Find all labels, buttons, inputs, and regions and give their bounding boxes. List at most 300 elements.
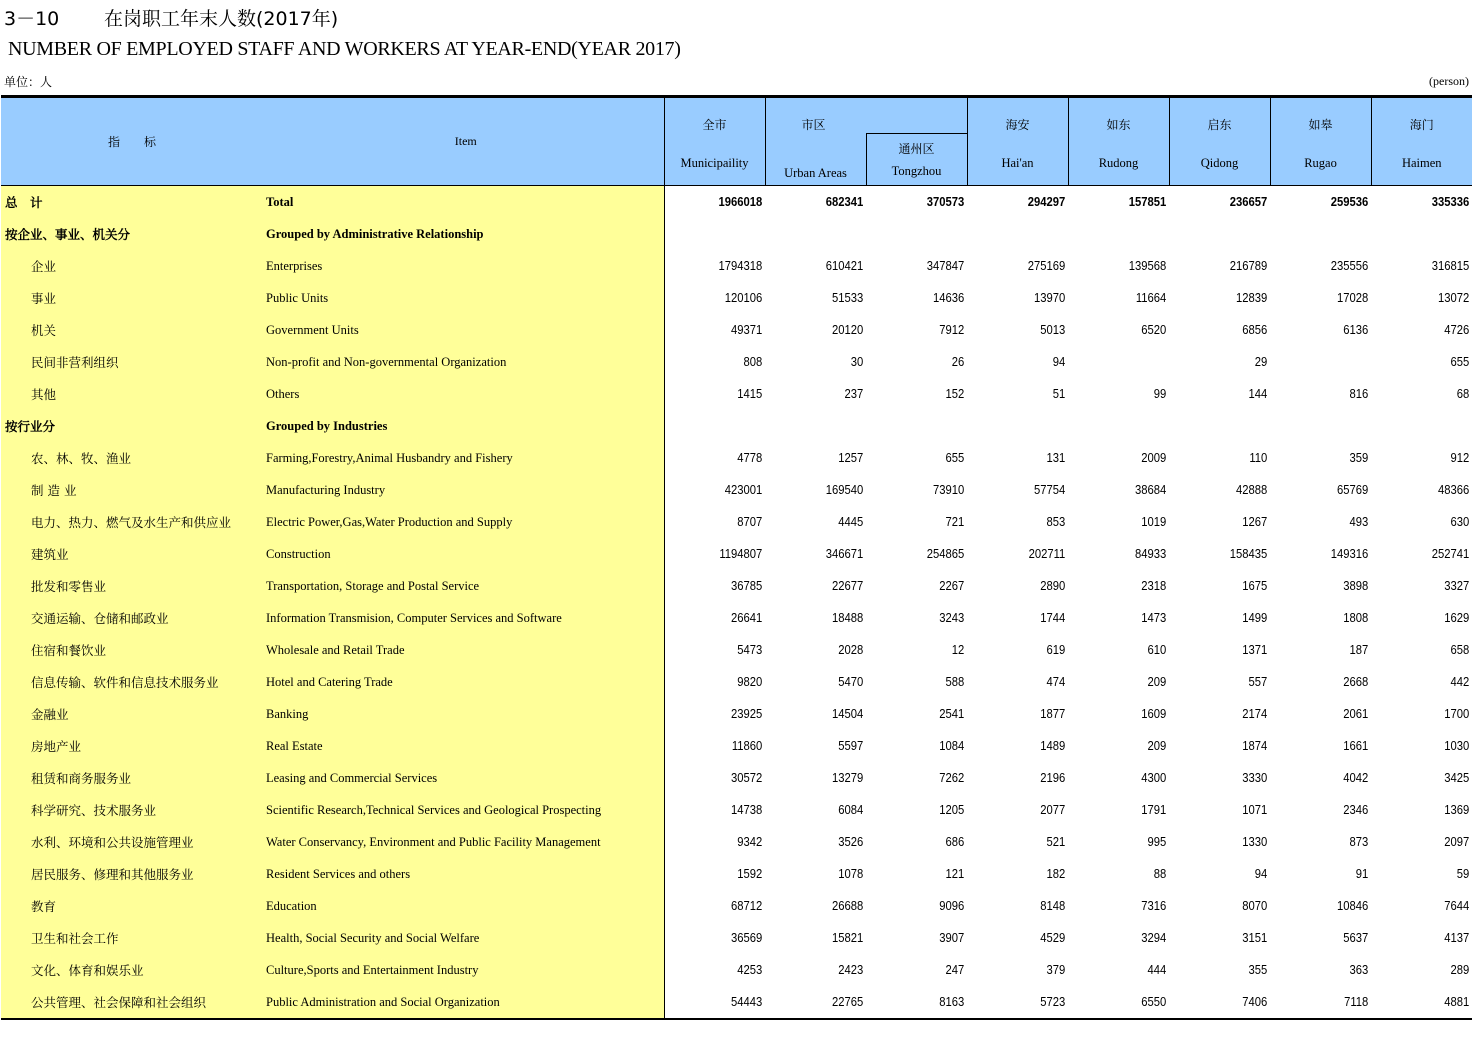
table-row — [1, 378, 1472, 410]
cell-value: 4529 — [1040, 931, 1066, 945]
cell-value: 149316 — [1330, 547, 1369, 561]
cell-value: 2318 — [1141, 579, 1167, 593]
cell-value: 259536 — [1330, 195, 1369, 209]
cell-value: 4726 — [1444, 323, 1470, 337]
row-label-cn: 教育 — [1, 890, 266, 922]
row-label-cn: 卫生和社会工作 — [1, 922, 266, 954]
cell-value: 2668 — [1343, 675, 1369, 689]
cell-value: 370573 — [926, 195, 965, 209]
cell-value: 1966018 — [718, 195, 763, 209]
row-label-en: Enterprises — [266, 250, 664, 282]
cell-value: 4300 — [1141, 771, 1167, 785]
cell-value: 110 — [1249, 451, 1268, 465]
cell-value: 3330 — [1242, 771, 1268, 785]
row-label-en: Grouped by Administrative Relationship — [266, 218, 664, 250]
cell-value — [977, 218, 1068, 250]
table-row — [1, 506, 1472, 538]
cell-value: 88 — [1153, 867, 1167, 881]
cell-value: 14504 — [832, 707, 864, 721]
cell-value: 99 — [1153, 387, 1167, 401]
cell-value: 682341 — [825, 195, 864, 209]
header-col-municipality: 全市 Municipaility — [664, 97, 765, 186]
row-label-cn: 住宿和餐饮业 — [1, 634, 266, 666]
cell-value: 588 — [945, 675, 965, 689]
cell-value: 26688 — [832, 899, 864, 913]
cell-value: 51533 — [832, 291, 864, 305]
cell-value: 18488 — [832, 611, 864, 625]
table-row — [1, 474, 1472, 506]
cell-value: 152 — [945, 387, 965, 401]
cell-value: 13279 — [832, 771, 864, 785]
cell-value: 17028 — [1337, 291, 1369, 305]
cell-value: 1808 — [1343, 611, 1369, 625]
table-row — [1, 698, 1472, 730]
row-label-cn: 按企业、事业、机关分 — [1, 218, 266, 250]
cell-value: 254865 — [926, 547, 965, 561]
cell-value: 2077 — [1040, 803, 1066, 817]
cell-value: 36785 — [731, 579, 763, 593]
cell-value: 247 — [945, 963, 965, 977]
cell-value — [775, 410, 866, 442]
cell-value: 68712 — [731, 899, 763, 913]
cell-value: 144 — [1248, 387, 1268, 401]
cell-value: 4778 — [737, 451, 763, 465]
cell-value: 1415 — [737, 387, 763, 401]
cell-value: 655 — [945, 451, 965, 465]
cell-value: 59 — [1456, 867, 1470, 881]
row-label-cn: 科学研究、技术服务业 — [1, 794, 266, 826]
cell-value: 4253 — [737, 963, 763, 977]
row-label-en: Information Transmision, Computer Services and Software — [266, 602, 664, 634]
cell-value: 7912 — [939, 323, 965, 337]
cell-value: 1877 — [1040, 707, 1066, 721]
statistics-table — [1, 95, 1472, 1020]
cell-value: 6520 — [1141, 323, 1167, 337]
cell-value: 1794318 — [718, 259, 763, 273]
header-indicator: 指 标 — [1, 97, 266, 186]
row-label-cn: 居民服务、修理和其他服务业 — [1, 858, 266, 890]
cell-value: 12839 — [1236, 291, 1268, 305]
row-label-en: Banking — [266, 698, 664, 730]
cell-value — [1280, 218, 1371, 250]
header-col-rugao: 如皋 Rugao — [1270, 97, 1371, 186]
table-row — [1, 250, 1472, 282]
cell-value: 1489 — [1040, 739, 1066, 753]
cell-value: 2423 — [838, 963, 864, 977]
cell-value: 73910 — [933, 483, 965, 497]
header-col-urban-areas-cn: 市区 — [765, 97, 967, 134]
cell-value: 1874 — [1242, 739, 1268, 753]
cell-value: 139568 — [1128, 259, 1167, 273]
cell-value: 1194807 — [719, 547, 763, 561]
row-label-en: Non-profit and Non-governmental Organization — [266, 346, 664, 378]
row-label-cn: 金融业 — [1, 698, 266, 730]
cell-value: 209 — [1147, 739, 1167, 753]
cell-value: 4881 — [1381, 986, 1472, 1019]
cell-value: 7316 — [1141, 899, 1167, 913]
table-row — [1, 922, 1472, 954]
cell-value: 2541 — [939, 707, 965, 721]
cell-value: 11664 — [1135, 291, 1167, 305]
row-label-en: Resident Services and others — [266, 858, 664, 890]
cell-value: 8707 — [737, 515, 763, 529]
table-number: 3－10 — [4, 8, 60, 30]
cell-value: 1071 — [1242, 803, 1268, 817]
cell-value: 1473 — [1141, 611, 1167, 625]
cell-value: 235556 — [1330, 259, 1369, 273]
cell-value: 655 — [1450, 355, 1470, 369]
table-row — [1, 634, 1472, 666]
row-label-en: Total — [266, 186, 664, 218]
cell-value: 2196 — [1040, 771, 1066, 785]
table-row — [1, 538, 1472, 570]
table-row — [1, 826, 1472, 858]
cell-value: 169540 — [825, 483, 864, 497]
row-label-en: Farming,Forestry,Animal Husbandry and Fishery — [266, 442, 664, 474]
cell-value: 22765 — [775, 986, 866, 1019]
row-label-en: Others — [266, 378, 664, 410]
row-label-en: Leasing and Commercial Services — [266, 762, 664, 794]
table-row — [1, 346, 1472, 378]
cell-value: 202711 — [1028, 547, 1066, 561]
cell-value: 346671 — [825, 547, 864, 561]
table-row — [1, 762, 1472, 794]
header-col-urban-areas: Urban Areas — [765, 134, 866, 186]
row-label-en: Grouped by Industries — [266, 410, 664, 442]
cell-value: 7262 — [939, 771, 965, 785]
cell-value: 686 — [945, 835, 965, 849]
cell-value: 42888 — [1236, 483, 1268, 497]
row-label-cn: 事业 — [1, 282, 266, 314]
row-label-en: Scientific Research,Technical Services and Geological Prospecting — [266, 794, 664, 826]
row-label-cn: 民间非营利组织 — [1, 346, 266, 378]
cell-value: 29 — [1254, 355, 1268, 369]
cell-value: 3151 — [1242, 931, 1268, 945]
row-label-en: Public Units — [266, 282, 664, 314]
table-title-cn — [4, 4, 338, 31]
cell-value: 294297 — [1027, 195, 1066, 209]
table-row — [1, 186, 1472, 218]
cell-value: 14636 — [933, 291, 965, 305]
cell-value — [977, 410, 1068, 442]
cell-value: 442 — [1450, 675, 1470, 689]
row-label-cn: 公共管理、社会保障和社会组织 — [1, 986, 266, 1019]
cell-value — [1381, 410, 1472, 442]
row-label-cn: 房地产业 — [1, 730, 266, 762]
cell-value: 91 — [1355, 867, 1369, 881]
cell-value: 8070 — [1242, 899, 1268, 913]
cell-value: 8148 — [1040, 899, 1066, 913]
cell-value: 5470 — [838, 675, 864, 689]
table-row — [1, 730, 1472, 762]
cell-value: 26641 — [731, 611, 763, 625]
cell-value: 4137 — [1444, 931, 1470, 945]
cell-value: 1629 — [1444, 611, 1470, 625]
cell-value: 10846 — [1337, 899, 1369, 913]
row-label-cn: 电力、热力、燃气及水生产和供应业 — [1, 506, 266, 538]
cell-value: 38684 — [1135, 483, 1167, 497]
table-title-en: NUMBER OF EMPLOYED STAFF AND WORKERS AT YEAR-END(YEAR 2017) — [8, 38, 681, 60]
cell-value: 2009 — [1141, 451, 1167, 465]
cell-value: 13970 — [1034, 291, 1066, 305]
cell-value: 36569 — [731, 931, 763, 945]
cell-value — [674, 410, 765, 442]
table-title-cn-text: 在岗职工年末人数(2017年) — [104, 8, 339, 30]
row-label-en: Transportation, Storage and Postal Service — [266, 570, 664, 602]
cell-value: 379 — [1046, 963, 1066, 977]
cell-value — [674, 218, 765, 250]
cell-value — [1078, 346, 1169, 378]
cell-value: 808 — [743, 355, 763, 369]
row-label-en: Culture,Sports and Entertainment Industry — [266, 954, 664, 986]
cell-value: 5597 — [838, 739, 864, 753]
cell-value: 363 — [1349, 963, 1369, 977]
header-col-haian: 海安 Hai'an — [967, 97, 1068, 186]
cell-value: 20120 — [832, 323, 864, 337]
cell-value: 11860 — [731, 739, 763, 753]
cell-value: 359 — [1349, 451, 1369, 465]
cell-value: 57754 — [1034, 483, 1066, 497]
cell-value: 2061 — [1343, 707, 1369, 721]
unit-label-en: (person) — [1429, 74, 1469, 88]
cell-value: 30572 — [731, 771, 763, 785]
row-label-cn: 机关 — [1, 314, 266, 346]
table-row — [1, 954, 1472, 986]
cell-value: 9342 — [737, 835, 763, 849]
cell-value: 1791 — [1141, 803, 1167, 817]
cell-value: 658 — [1450, 643, 1470, 657]
header-col-haimen: 海门 Haimen — [1371, 97, 1472, 186]
cell-value: 1592 — [737, 867, 763, 881]
cell-value: 94 — [1052, 355, 1066, 369]
cell-value: 2267 — [939, 579, 965, 593]
row-label-en: Construction — [266, 538, 664, 570]
table-row — [1, 890, 1472, 922]
cell-value: 187 — [1349, 643, 1369, 657]
cell-value: 7118 — [1280, 986, 1371, 1019]
cell-value: 912 — [1450, 451, 1470, 465]
row-label-cn: 批发和零售业 — [1, 570, 266, 602]
cell-value: 5473 — [737, 643, 763, 657]
cell-value: 3898 — [1343, 579, 1369, 593]
cell-value: 84933 — [1135, 547, 1167, 561]
row-label-en: Water Conservancy, Environment and Public Facility Management — [266, 826, 664, 858]
cell-value — [1078, 218, 1169, 250]
cell-value: 557 — [1248, 675, 1268, 689]
unit-label-cn: 单位：人 — [4, 75, 53, 89]
table-row — [1, 986, 1472, 1019]
cell-value: 216789 — [1229, 259, 1268, 273]
cell-value: 6856 — [1242, 323, 1268, 337]
cell-value: 3294 — [1141, 931, 1167, 945]
cell-value: 157851 — [1128, 195, 1167, 209]
cell-value: 3243 — [939, 611, 965, 625]
cell-value: 49371 — [731, 323, 763, 337]
cell-value: 1330 — [1242, 835, 1268, 849]
cell-value: 8163 — [876, 986, 967, 1019]
row-label-en: Hotel and Catering Trade — [266, 666, 664, 698]
cell-value: 474 — [1046, 675, 1066, 689]
cell-value: 610421 — [825, 259, 864, 273]
cell-value: 13072 — [1438, 291, 1470, 305]
row-label-cn: 按行业分 — [1, 410, 266, 442]
cell-value: 347847 — [926, 259, 965, 273]
cell-value: 423001 — [724, 483, 763, 497]
row-label-en: Public Administration and Social Organization — [266, 986, 664, 1019]
cell-value: 873 — [1349, 835, 1369, 849]
cell-value: 6084 — [838, 803, 864, 817]
row-label-en: Government Units — [266, 314, 664, 346]
table-row — [1, 314, 1472, 346]
cell-value: 237 — [844, 387, 864, 401]
cell-value: 1499 — [1242, 611, 1268, 625]
cell-value: 158435 — [1229, 547, 1268, 561]
cell-value: 65769 — [1337, 483, 1369, 497]
row-label-en: Health, Social Security and Social Welfare — [266, 922, 664, 954]
cell-value: 5637 — [1343, 931, 1369, 945]
cell-value — [775, 218, 866, 250]
row-label-cn: 企业 — [1, 250, 266, 282]
cell-value: 1019 — [1141, 515, 1167, 529]
cell-value: 289 — [1450, 963, 1470, 977]
table-row — [1, 794, 1472, 826]
cell-value — [876, 218, 967, 250]
cell-value: 51 — [1052, 387, 1066, 401]
cell-value — [1280, 346, 1371, 378]
cell-value — [1280, 410, 1371, 442]
row-label-en: Manufacturing Industry — [266, 474, 664, 506]
row-label-cn: 交通运输、仓储和邮政业 — [1, 602, 266, 634]
cell-value: 7644 — [1444, 899, 1470, 913]
table-row — [1, 570, 1472, 602]
cell-value: 3425 — [1444, 771, 1470, 785]
cell-value: 2097 — [1444, 835, 1470, 849]
cell-value: 1205 — [939, 803, 965, 817]
cell-value: 12 — [951, 643, 965, 657]
cell-value: 9820 — [737, 675, 763, 689]
cell-value: 131 — [1046, 451, 1066, 465]
cell-value: 121 — [945, 867, 965, 881]
row-label-en: Education — [266, 890, 664, 922]
cell-value: 1675 — [1242, 579, 1268, 593]
cell-value: 1744 — [1040, 611, 1066, 625]
cell-value: 1267 — [1242, 515, 1268, 529]
row-label-en: Real Estate — [266, 730, 664, 762]
table-row — [1, 602, 1472, 634]
cell-value: 316815 — [1431, 259, 1470, 273]
cell-value: 3526 — [838, 835, 864, 849]
cell-value: 5013 — [1040, 323, 1066, 337]
cell-value: 619 — [1046, 643, 1066, 657]
row-label-cn: 租赁和商务服务业 — [1, 762, 266, 794]
header-col-rudong: 如东 Rudong — [1068, 97, 1169, 186]
table-row — [1, 858, 1472, 890]
table-row — [1, 218, 1472, 250]
cell-value: 5723 — [977, 986, 1068, 1019]
cell-value: 3907 — [939, 931, 965, 945]
cell-value: 94 — [1254, 867, 1268, 881]
cell-value: 3327 — [1444, 579, 1470, 593]
cell-value: 1257 — [838, 451, 864, 465]
cell-value: 1369 — [1444, 803, 1470, 817]
row-label-cn: 农、林、牧、渔业 — [1, 442, 266, 474]
cell-value — [1179, 218, 1270, 250]
cell-value: 54443 — [674, 986, 765, 1019]
row-label-cn: 水利、环境和公共设施管理业 — [1, 826, 266, 858]
cell-value: 355 — [1248, 963, 1268, 977]
cell-value: 2028 — [838, 643, 864, 657]
table-row — [1, 410, 1472, 442]
cell-value: 1078 — [838, 867, 864, 881]
cell-value: 7406 — [1179, 986, 1270, 1019]
row-label-en: Wholesale and Retail Trade — [266, 634, 664, 666]
cell-value: 995 — [1147, 835, 1167, 849]
cell-value: 2890 — [1040, 579, 1066, 593]
header-col-qidong: 启东 Qidong — [1169, 97, 1270, 186]
cell-value — [1078, 410, 1169, 442]
cell-value: 1609 — [1141, 707, 1167, 721]
cell-value — [876, 410, 967, 442]
cell-value: 252741 — [1431, 547, 1470, 561]
cell-value: 68 — [1456, 387, 1470, 401]
header-col-tongzhou: 通州区 Tongzhou — [866, 134, 967, 186]
cell-value — [1179, 410, 1270, 442]
row-label-cn: 制 造 业 — [1, 474, 266, 506]
cell-value: 335336 — [1431, 195, 1470, 209]
row-label-en: Electric Power,Gas,Water Production and Supply — [266, 506, 664, 538]
cell-value: 721 — [945, 515, 965, 529]
cell-value: 853 — [1046, 515, 1066, 529]
cell-value: 6136 — [1343, 323, 1369, 337]
cell-value: 30 — [850, 355, 864, 369]
cell-value: 1661 — [1343, 739, 1369, 753]
cell-value: 236657 — [1229, 195, 1268, 209]
cell-value: 2346 — [1343, 803, 1369, 817]
cell-value: 2174 — [1242, 707, 1268, 721]
row-label-cn: 建筑业 — [1, 538, 266, 570]
cell-value: 14738 — [731, 803, 763, 817]
row-label-cn: 总 计 — [1, 186, 266, 218]
cell-value: 120106 — [724, 291, 763, 305]
cell-value: 209 — [1147, 675, 1167, 689]
cell-value: 4042 — [1343, 771, 1369, 785]
cell-value: 26 — [951, 355, 965, 369]
cell-value — [1381, 218, 1472, 250]
cell-value: 15821 — [832, 931, 864, 945]
cell-value: 1371 — [1242, 643, 1268, 657]
cell-value: 610 — [1147, 643, 1167, 657]
table-row — [1, 442, 1472, 474]
cell-value: 1030 — [1444, 739, 1470, 753]
cell-value: 1700 — [1444, 707, 1470, 721]
cell-value: 23925 — [731, 707, 763, 721]
cell-value: 521 — [1046, 835, 1066, 849]
cell-value: 275169 — [1027, 259, 1066, 273]
cell-value: 9096 — [939, 899, 965, 913]
cell-value: 4445 — [838, 515, 864, 529]
cell-value: 1084 — [939, 739, 965, 753]
table-row — [1, 666, 1472, 698]
row-label-cn: 信息传输、软件和信息技术服务业 — [1, 666, 266, 698]
cell-value: 48366 — [1438, 483, 1470, 497]
header-item: Item — [266, 97, 664, 186]
cell-value: 6550 — [1078, 986, 1169, 1019]
table-body — [1, 186, 1472, 1019]
row-label-cn: 其他 — [1, 378, 266, 410]
cell-value: 444 — [1147, 963, 1167, 977]
cell-value: 816 — [1349, 387, 1369, 401]
cell-value: 493 — [1349, 515, 1369, 529]
